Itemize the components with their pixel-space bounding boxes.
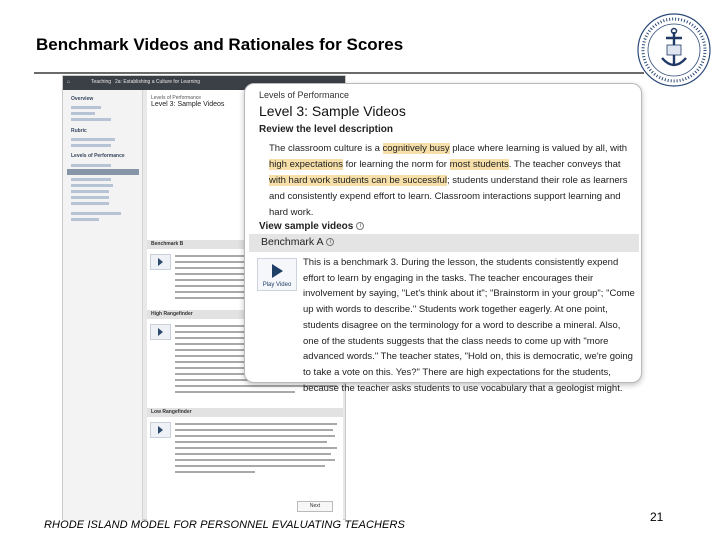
title-rule <box>34 72 644 74</box>
seal-icon <box>636 12 712 88</box>
benchmark-a-bar <box>249 234 639 252</box>
play-video-b[interactable] <box>150 254 171 270</box>
sidebar-overview[interactable]: Overview <box>71 96 94 102</box>
sidebar-levels[interactable]: Levels of Performance <box>71 153 125 159</box>
play-video-high[interactable] <box>150 324 171 340</box>
play-video-label: Play Video <box>262 282 292 288</box>
view-videos-heading: View sample videos i <box>259 221 364 232</box>
high-rangefinder-bar: High Rangefinder <box>147 310 343 319</box>
home-icon: ⌂ <box>67 79 71 85</box>
footer-text: RHODE ISLAND MODEL FOR PERSONNEL EVALUATING TEACHERS <box>44 519 405 531</box>
benchmark-a-text: This is a benchmark 3. During the lesson, the students consistently expend effort to learn by engaging in the tasks. The teacher encourages their involvement by saying, "Let's think about it"; "Brainstorm in your group"; "Come up with words to describe." Students work together eagerly. At one point, students disagree on the terminology for a word to describe a mineral. Also, one of the students suggests that the class needs to come up with "more advanced words." The teacher states, "Hold on, this is democratic, we're going to take a vote on this. Yes?" There are high expectations for the students, because the teacher asks students to use vocabulary that a geologist might. <box>303 257 635 394</box>
review-heading: Review the level description <box>259 124 393 135</box>
main-content: Levels of Performance Level 3: Sample Videos Benchmark B High Rangefinder Low Rangefinder Next <box>147 90 343 521</box>
play-video-button[interactable] <box>257 258 297 291</box>
level-heading: Level 3: Sample Videos <box>259 103 406 119</box>
slide-title: Benchmark Videos and Rationales for Scores <box>36 35 404 54</box>
info-icon[interactable]: i <box>356 222 364 230</box>
play-icon <box>272 264 283 278</box>
zoom-callout <box>244 83 642 394</box>
level-description: The classroom culture is a cognitively busy place where learning is valued by all, with high expectations for learning the norm for most students. The teacher conveys that with hard work students can be successful; students understand their role as learners and consistently expend effort to learn. Classroom interactions support learning and hard work. <box>269 143 628 218</box>
sidebar <box>63 90 143 521</box>
info-icon[interactable]: i <box>326 238 334 246</box>
topbar-section: Teaching <box>91 79 112 85</box>
play-video-low[interactable] <box>150 422 171 438</box>
sidebar-rubric[interactable]: Rubric <box>71 128 87 134</box>
topbar-breadcrumb: 2a: Establishing a Culture for Learning <box>115 79 201 85</box>
low-rangefinder-bar: Low Rangefinder <box>147 408 343 417</box>
benchmark-b-bar: Benchmark B <box>147 240 343 249</box>
page-number: 21 <box>650 510 664 524</box>
benchmark-a-title: Benchmark A <box>261 236 324 248</box>
next-button[interactable]: Next <box>297 501 333 512</box>
section-label: Levels of Performance <box>259 90 350 100</box>
